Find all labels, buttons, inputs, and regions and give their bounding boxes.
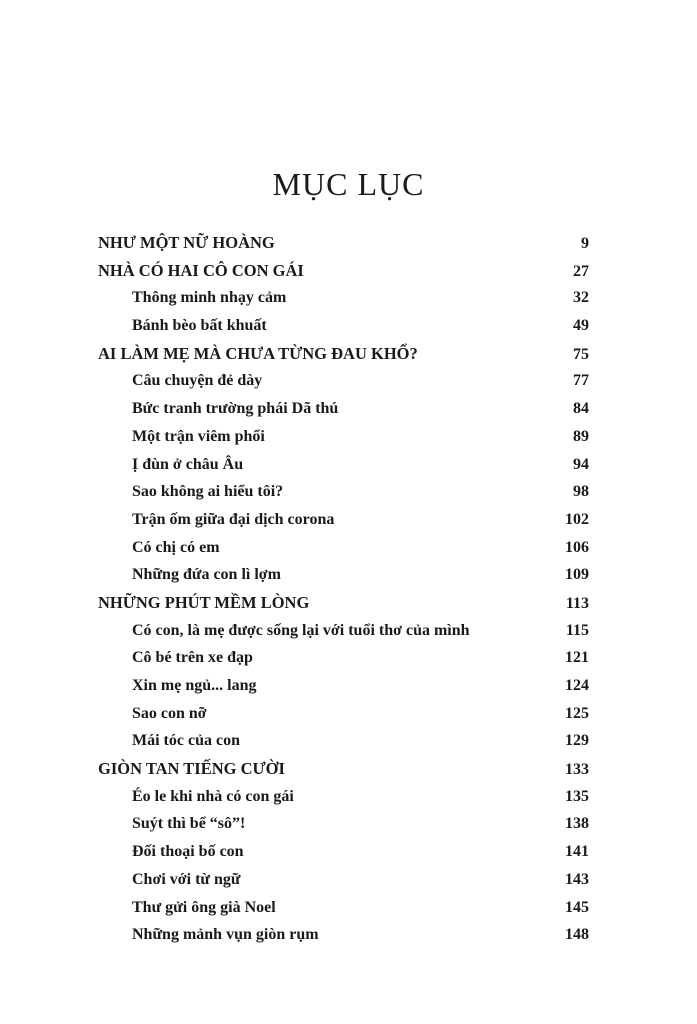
table-of-contents: [98, 229, 589, 949]
toc-subsection-title: Mái tóc của con: [132, 732, 240, 750]
toc-page-number: 129: [565, 732, 589, 750]
toc-section-title: AI LÀM MẸ MÀ CHƯA TỪNG ĐAU KHỔ?: [98, 343, 418, 363]
toc-page-number: 94: [573, 455, 589, 473]
toc-subsection-row: [98, 783, 589, 811]
toc-page-number: 113: [565, 594, 589, 612]
toc-subsection-title: Éo le khi nhà có con gái: [132, 787, 294, 805]
toc-subsection-row: [98, 506, 589, 534]
toc-subsection-title: Chơi với từ ngữ: [132, 870, 241, 888]
toc-page-number: 115: [565, 621, 589, 639]
toc-subsection-row: [98, 838, 589, 866]
toc-page-number: 49: [573, 317, 589, 335]
toc-section-title: NHỮNG PHÚT MỀM LÒNG: [98, 592, 310, 612]
toc-subsection-title: Bức tranh trường phái Dã thú: [132, 400, 339, 418]
toc-subsection-row: [98, 423, 589, 451]
toc-subsection-title: Sao không ai hiểu tôi?: [132, 483, 284, 501]
toc-section-row: [98, 755, 589, 783]
toc-page-number: 133: [565, 761, 589, 779]
toc-subsection-title: Có con, là mẹ được sống lại với tuổi thơ của mình: [132, 621, 470, 639]
toc-subsection-title: Thư gửi ông già Noel: [132, 898, 276, 916]
toc-page-number: 141: [565, 843, 589, 861]
toc-subsection-title: Câu chuyện đẻ dày: [132, 372, 263, 390]
toc-subsection-title: Xin mẹ ngủ... lang: [132, 677, 257, 694]
toc-page-number: 121: [565, 649, 589, 667]
toc-page-number: 124: [565, 677, 589, 694]
toc-page-number: 75: [573, 345, 589, 363]
toc-page-number: 109: [565, 566, 589, 584]
toc-subsection-row: [98, 617, 589, 645]
toc-section-title: NHÀ CÓ HAI CÔ CON GÁI: [98, 260, 304, 280]
toc-page-number: 27: [573, 262, 589, 280]
toc-section-title: NHƯ MỘT NỮ HOÀNG: [98, 233, 275, 252]
toc-subsection-title: Trận ốm giữa đại dịch corona: [132, 510, 335, 528]
toc-subsection-row: [98, 534, 589, 562]
toc-subsection-row: [98, 894, 589, 922]
toc-subsection-title: Ị đùn ở châu Âu: [132, 455, 244, 473]
toc-subsection-row: [98, 644, 589, 672]
toc-page-number: 89: [573, 427, 589, 445]
toc-subsection-row: [98, 561, 589, 589]
toc-subsection-row: [98, 395, 589, 423]
toc-section-row: [98, 589, 589, 617]
toc-page-number: 125: [565, 704, 589, 722]
toc-page-number: 84: [573, 400, 589, 418]
toc-subsection-row: [98, 672, 589, 700]
toc-section-title: GIÒN TAN TIẾNG CƯỜI: [98, 759, 285, 779]
toc-subsection-title: Bánh bèo bất khuất: [132, 317, 267, 335]
toc-page-number: 32: [573, 289, 589, 307]
toc-subsection-row: [98, 451, 589, 479]
toc-page-number: 102: [565, 510, 589, 528]
toc-page-number: 135: [565, 787, 589, 805]
toc-subsection-row: [98, 478, 589, 506]
toc-section-row: [98, 340, 589, 368]
toc-subsection-title: Có chị có em: [132, 538, 220, 556]
toc-subsection-title: Cô bé trên xe đạp: [132, 649, 253, 667]
toc-subsection-row: [98, 700, 589, 728]
toc-subsection-title: Đối thoại bố con: [132, 843, 244, 861]
toc-subsection-row: [98, 810, 589, 838]
toc-subsection-row: [98, 284, 589, 312]
toc-page-number: 106: [565, 538, 589, 556]
toc-subsection-row: [98, 921, 589, 949]
toc-subsection-title: Thông minh nhạy cảm: [132, 289, 287, 307]
toc-subsection-row: [98, 312, 589, 340]
toc-page-number: 9: [581, 235, 589, 252]
toc-subsection-row: [98, 367, 589, 395]
page-title: MỤC LỤC: [272, 166, 425, 203]
toc-section-row: [98, 229, 589, 257]
toc-page-number: 143: [565, 870, 589, 888]
toc-subsection-title: Những đứa con lì lợm: [132, 566, 281, 584]
toc-subsection-title: Sao con nỡ: [132, 704, 207, 722]
toc-page-number: 138: [565, 815, 589, 833]
toc-page-number: 145: [565, 898, 589, 916]
toc-subsection-title: Những mảnh vụn giòn rụm: [132, 926, 319, 944]
toc-page-number: 148: [565, 926, 589, 944]
toc-subsection-row: [98, 727, 589, 755]
toc-subsection-row: [98, 866, 589, 894]
toc-page-number: 77: [573, 372, 589, 390]
toc-page-number: 98: [573, 483, 589, 501]
toc-section-row: [98, 257, 589, 285]
toc-subsection-title: Suýt thì bể “sô”!: [132, 815, 246, 833]
toc-subsection-title: Một trận viêm phổi: [132, 427, 265, 445]
